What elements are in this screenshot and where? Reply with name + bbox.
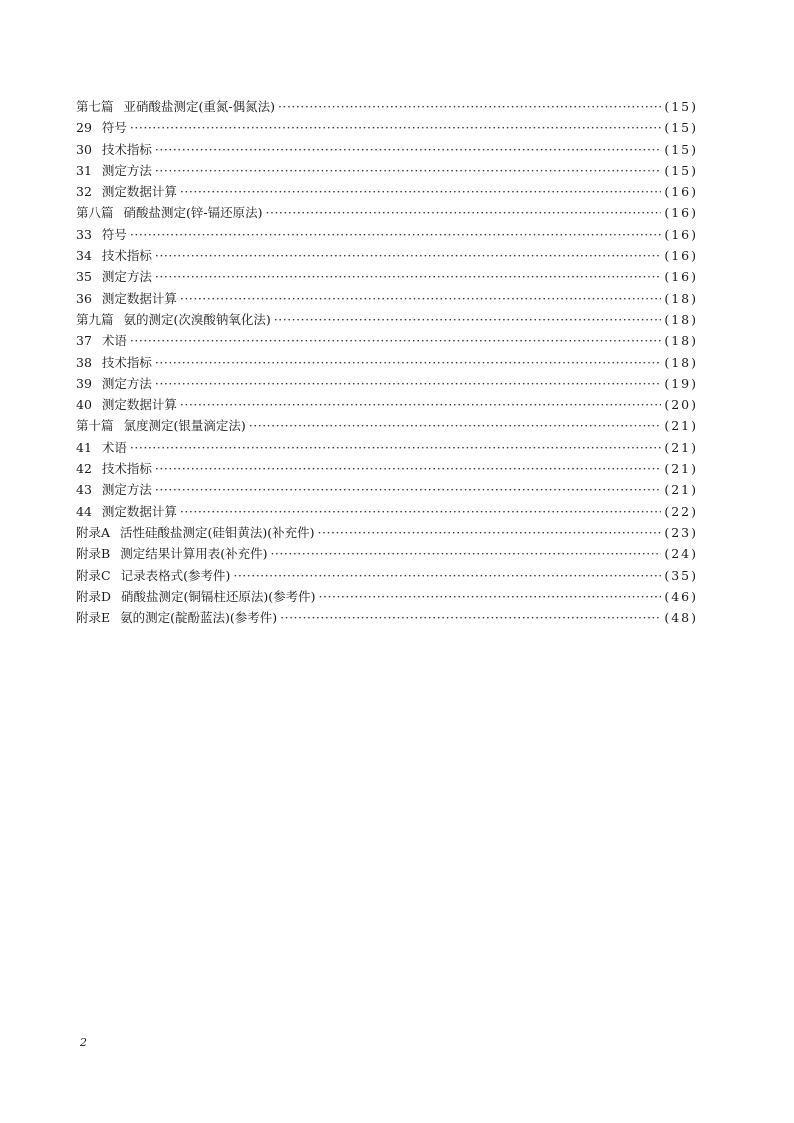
toc-entry-page: (18) [664, 354, 698, 370]
toc-entry-title: 符号 [101, 120, 127, 136]
toc-entry-number: 30 [76, 141, 92, 157]
toc-entry-title: 氨的测定(次溴酸钠氧化法) [123, 311, 271, 327]
toc-entry-title: 测定方法 [101, 269, 152, 285]
toc-entry-number: 附录E [76, 610, 111, 626]
dot-leader [180, 288, 661, 309]
toc-entry-title: 术语 [101, 439, 127, 455]
toc-entry-page: (18) [664, 311, 698, 327]
toc-entry-page: (16) [664, 248, 698, 264]
toc-entry[interactable] [76, 607, 698, 628]
toc-entry-title: 氨的测定(靛酚蓝法)(参考件) [120, 610, 278, 626]
toc-entry-number: 40 [76, 397, 92, 413]
dot-leader [266, 202, 662, 223]
toc-entry-number: 附录D [76, 588, 112, 604]
toc-entry[interactable] [76, 266, 698, 287]
toc-entry-page: (35) [664, 567, 698, 583]
toc-entry-title: 硝酸盐测定(锌-镉还原法) [123, 205, 263, 221]
toc-entry[interactable] [76, 245, 698, 266]
toc-entry[interactable] [76, 479, 698, 500]
dot-leader [155, 373, 661, 394]
toc-entry-number: 44 [76, 503, 92, 519]
dot-leader [278, 96, 661, 117]
toc-entry-title: 测定方法 [101, 482, 152, 498]
toc-entry-title: 测定方法 [101, 162, 152, 178]
toc-entry-number: 36 [76, 290, 92, 306]
toc-entry-number: 43 [76, 482, 92, 498]
toc-entry-page: (16) [664, 184, 698, 200]
dot-leader [180, 181, 661, 202]
toc-entry-page: (23) [664, 524, 698, 540]
toc-entry-title: 技术指标 [101, 248, 152, 264]
dot-leader [280, 607, 661, 628]
toc-entry-number: 第十篇 [76, 418, 114, 434]
dot-leader [155, 458, 661, 479]
toc-entry[interactable] [76, 202, 698, 223]
dot-leader [155, 160, 661, 181]
toc-entry[interactable] [76, 437, 698, 458]
toc-entry[interactable] [76, 501, 698, 522]
toc-entry-title: 氯度测定(银量滴定法) [123, 418, 246, 434]
toc-entry-title: 测定数据计算 [101, 503, 177, 519]
toc-entry[interactable] [76, 181, 698, 202]
dot-leader [155, 139, 661, 160]
toc-entry-title: 测定方法 [101, 375, 152, 391]
dot-leader [130, 224, 661, 245]
dot-leader [180, 501, 661, 522]
toc-entry-title: 符号 [101, 226, 127, 242]
toc-entry-number: 39 [76, 375, 92, 391]
toc-entry[interactable] [76, 288, 698, 309]
dot-leader [318, 522, 662, 543]
toc-entry-page: (15) [664, 120, 698, 136]
toc-entry-page: (21) [664, 439, 698, 455]
toc-entry-number: 29 [76, 120, 92, 136]
page-number: 2 [80, 1036, 87, 1049]
toc-entry-title: 亚硝酸盐测定(重氮-偶氮法) [123, 99, 275, 114]
toc-entry-page: (48) [664, 610, 698, 626]
toc-entry[interactable] [76, 458, 698, 479]
toc-entry[interactable] [76, 330, 698, 351]
toc-entry-title: 测定数据计算 [101, 184, 177, 200]
toc-entry[interactable] [76, 565, 698, 586]
toc-entry-number: 附录B [76, 546, 111, 562]
toc-entry[interactable] [76, 522, 698, 543]
toc-entry-number: 第九篇 [76, 311, 114, 327]
toc-entry[interactable] [76, 224, 698, 245]
toc-entry-number: 第八篇 [76, 205, 114, 221]
toc-entry-title: 测定结果计算用表(补充件) [120, 546, 268, 562]
toc-entry-title: 记录表格式(参考件) [120, 567, 231, 583]
dot-leader [130, 437, 661, 458]
toc-entry[interactable] [76, 139, 698, 160]
toc-entry-page: (24) [664, 546, 698, 562]
toc-entry-title: 技术指标 [101, 354, 152, 370]
toc-entry-page: (16) [664, 226, 698, 242]
toc-entry-number: 34 [76, 248, 92, 264]
toc-entry-number: 第七篇 [76, 99, 114, 114]
toc-entry[interactable] [76, 96, 698, 117]
toc-entry-page: (46) [664, 588, 698, 604]
toc-entry[interactable] [76, 160, 698, 181]
toc-entry-page: (21) [664, 482, 698, 498]
toc-entry-page: (20) [664, 397, 698, 413]
toc-entry-number: 32 [76, 184, 92, 200]
toc-entry-number: 35 [76, 269, 92, 285]
toc-entry-page: (16) [664, 205, 698, 221]
toc-entry-page: (19) [664, 375, 698, 391]
toc-entry-title: 技术指标 [101, 141, 152, 157]
dot-leader [319, 586, 662, 607]
dot-leader [180, 394, 661, 415]
dot-leader [130, 117, 661, 138]
toc-entry[interactable] [76, 117, 698, 138]
toc-entry[interactable] [76, 415, 698, 436]
toc-entry-title: 硝酸盐测定(铜镉柱还原法)(参考件) [121, 588, 316, 604]
dot-leader [130, 330, 661, 351]
dot-leader [155, 266, 661, 287]
toc-entry-page: (15) [664, 141, 698, 157]
toc-entry-title: 术语 [101, 333, 127, 349]
table-of-contents [76, 96, 698, 628]
dot-leader [270, 543, 661, 564]
dot-leader [249, 415, 662, 436]
dot-leader [155, 352, 661, 373]
toc-entry-title: 活性硅酸盐测定(硅钼黄法)(补充件) [120, 524, 315, 540]
toc-entry-number: 附录A [76, 524, 111, 540]
toc-entry-page: (22) [664, 503, 698, 519]
toc-entry-page: (18) [664, 333, 698, 349]
dot-leader [155, 245, 661, 266]
toc-entry-number: 37 [76, 333, 92, 349]
toc-entry-page: (15) [664, 99, 698, 114]
toc-entry-number: 31 [76, 162, 92, 178]
toc-entry-page: (18) [664, 290, 698, 306]
toc-entry[interactable] [76, 373, 698, 394]
toc-entry[interactable] [76, 309, 698, 330]
toc-entry-page: (15) [664, 162, 698, 178]
toc-entry-number: 41 [76, 439, 92, 455]
toc-entry-title: 测定数据计算 [101, 290, 177, 306]
dot-leader [274, 309, 662, 330]
toc-entry[interactable] [76, 586, 698, 607]
dot-leader [155, 479, 661, 500]
toc-entry-title: 技术指标 [101, 461, 152, 477]
toc-entry-number: 33 [76, 226, 92, 242]
toc-entry-page: (21) [664, 461, 698, 477]
dot-leader [233, 565, 661, 586]
toc-entry-page: (21) [664, 418, 698, 434]
toc-entry-number: 附录C [76, 567, 111, 583]
toc-entry-number: 38 [76, 354, 92, 370]
toc-entry-page: (16) [664, 269, 698, 285]
toc-entry[interactable] [76, 352, 698, 373]
toc-entry[interactable] [76, 394, 698, 415]
toc-entry-number: 42 [76, 461, 92, 477]
toc-entry-title: 测定数据计算 [101, 397, 177, 413]
toc-entry[interactable] [76, 543, 698, 564]
